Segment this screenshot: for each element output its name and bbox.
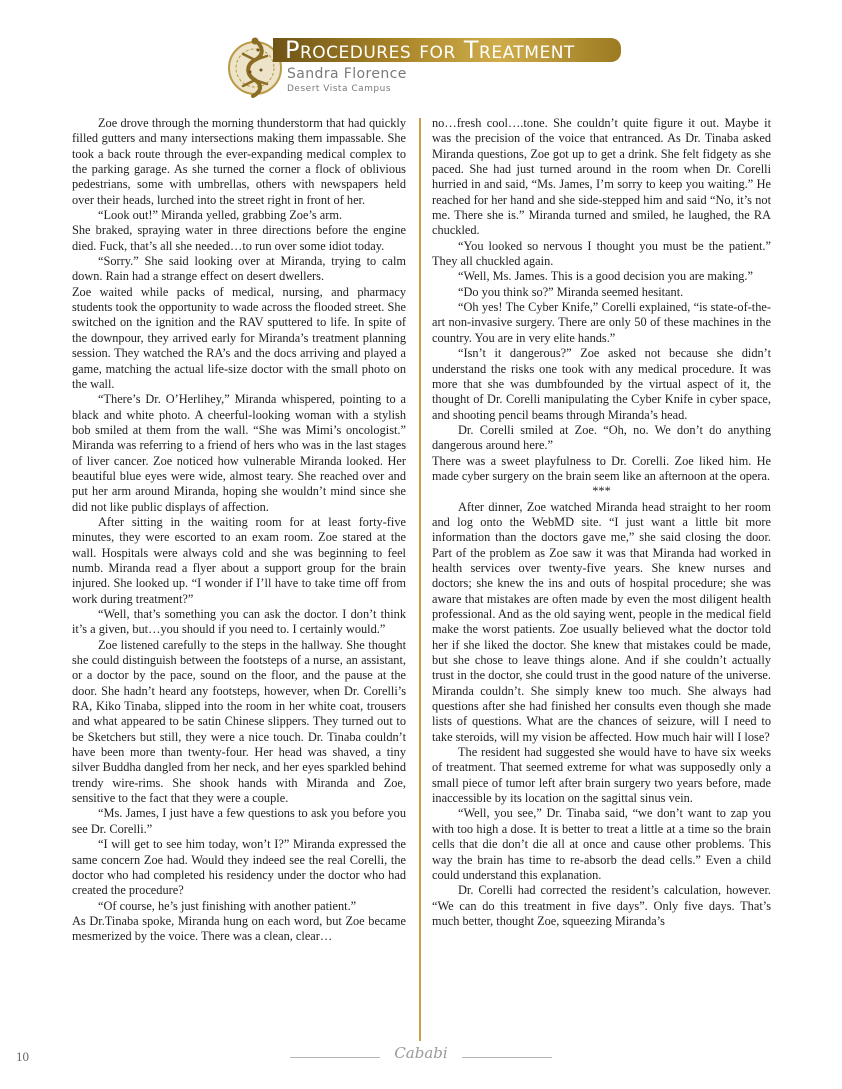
paragraph: As Dr.Tinaba spoke, Miranda hung on each word, but Zoe became mesmerized by the voice. There was a clean, clear… — [72, 913, 406, 944]
paragraph: “Oh yes! The Cyber Knife,” Corelli explained, “is state-of-the-art non-invasive surgery. There are only 50 of these machines in the country. You are in very elite hands.” — [432, 300, 771, 345]
paragraph: After sitting in the waiting room for at least forty-five minutes, they were escorted to an exam room. Zoe stared at the wall. Hospitals were always cold and she was beginning to feel numb. Miranda read a flyer about a support group for the brain injured. She looked up. “I wonder if I’ll have to take time off from work during treatment?” — [72, 514, 406, 606]
paragraph: *** — [592, 484, 611, 499]
paragraph: “Well, that’s something you can ask the doctor. I don’t think it’s a given, but…you should if you need to. I certainly would.” — [72, 607, 406, 637]
paragraph: “Look out!” Miranda yelled, grabbing Zoe’s arm. — [98, 208, 343, 223]
paragraph: “There’s Dr. O’Herlihey,” Miranda whispered, pointing to a black and white photo. A cheerful-looking woman with a stylish bob smiled at them from the wall. “She was Mimi’s oncologist.” Miranda was referring to a friend of hers who was in the last stages of liver cancer. Zoe noticed how vulnerable Miranda looked. Her beautiful blue eyes were wide, almost teary. She reached over and put her arm around Miranda, hoping she wouldn’t mind since she did not like public displays of affection. — [72, 392, 406, 514]
paragraph: Zoe waited while packs of medical, nursing, and pharmacy students took the opportunity to wade across the flooded street. She switched on the ignition and the RAV sputtered to life. In spite of the downpour, they arrived early for Miranda’s treatment planning session. They watched the RA’s and the docs arriving and played a game, matching the actual life-size doctor with the small photo on the wall. — [72, 284, 406, 391]
paragraph: Zoe listened carefully to the steps in the hallway. She thought she could distinguish between the footsteps of a nurse, an assistant, or a doctor by the pace, sound on the floor, and the pause at the door. She hadn’t heard any footsteps, however, when Dr. Corelli’s RA, Kiko Tinaba, slipped into the room in her white coat, trousers and what appeared to be satin Chinese slippers. They turned out to be Sketchers but still, they were a nice touch. Dr. Tinaba couldn’t have been more than twenty-four. Her head was shaved, a tiny silver Buddha dangled from her neck, and her eyes sparkled behind trendy wire-rims. She shook hands with Miranda and Zoe, sensitive to the fact that they were a couple. — [72, 637, 406, 806]
column-divider — [419, 118, 421, 1041]
campus-name: Desert Vista Campus — [287, 84, 392, 94]
paragraph: Zoe drove through the morning thunderstorm that had quickly filled gutters and many intersections making them impassable. She took a back route through the ever-expanding medical complex to the parking garage. As she turned the corner a flock of oblivious pedestrians, some with umbrellas, others with newspapers held over their heads, lurched into the street right in front of her. — [72, 116, 406, 207]
left-column — [72, 116, 406, 945]
footer-rule-right — [462, 1057, 552, 1058]
article-header — [225, 30, 625, 102]
article-title: Procedures for Treatment — [285, 36, 575, 64]
footer-rule-left — [290, 1057, 380, 1058]
paragraph: Dr. Corelli had corrected the resident’s calculation, however. “We can do this treatment in five days”. Only five days. That’s much better, thought Zoe, squeezing Miranda’s — [432, 883, 771, 928]
paragraph: “Well, you see,” Dr. Tinaba said, “we don’t want to zap you with too high a dose. It is better to treat a little at a time so the brain cells that die don’t die all at once and cause other problems. This way the brain has time to re-absorb the dead cells.” Even a child could understand this explanation. — [432, 806, 771, 882]
paragraph: There was a sweet playfulness to Dr. Corelli. Zoe liked him. He made cyber surgery on the brain seem like an afternoon at the opera. — [432, 453, 771, 483]
paragraph: “Well, Ms. James. This is a good decision you are making.” — [458, 269, 753, 284]
paragraph: She braked, spraying water in three directions before the engine died. Fuck, that’s all she needed…to run over some idiot today. — [72, 223, 406, 253]
page-number: 10 — [16, 1049, 29, 1064]
paragraph: “Sorry.” She said looking over at Miranda, trying to calm down. Rain had a strange effect on desert dwellers. — [72, 254, 406, 284]
paragraph: Dr. Corelli smiled at Zoe. “Oh, no. We don’t do anything dangerous around here.” — [432, 422, 771, 453]
paragraph: “Do you think so?” Miranda seemed hesitant. — [458, 284, 684, 299]
paragraph: “Of course, he’s just finishing with another patient.” — [98, 898, 357, 913]
right-column — [432, 116, 771, 929]
paragraph: After dinner, Zoe watched Miranda head straight to her room and log onto the WebMD site. “I just want a little bit more information than the doctors gave me,” she said closing the door. Part of the problem as Zoe saw it was that Miranda had worked in health services over twenty-five years. She knew nurses and doctors; she knew the ins and outs of hospital procedure; she was aware that mistakes are often made by even the most diligent health professional. And as the old saying went, people in the medical field make the worst patients. Zoe usually believed what the doctor told her if she liked the doctor. She knew that mistakes could be made, but she chose to leave things alone. And if she couldn’t actually trust in the doctor, she could trust in the good nature of the universe. Miranda couldn’t. She simply knew too much. She always had questions after she had finished her consults even though she made lists of questions. What are the chances of seizure, will I need to take steroids, will my vision be affected. How much hair will I lose? — [432, 499, 771, 744]
author-name: Sandra Florence — [287, 66, 407, 82]
paragraph: “I will get to see him today, won’t I?” Miranda expressed the same concern Zoe had. Would they indeed see the real Corelli, the doctor who had completed his residency under the doctor who had created the procedure? — [72, 837, 406, 898]
footer-brand: Cababi — [394, 1044, 448, 1062]
paragraph: The resident had suggested she would have to have six weeks of treatment. That seemed extreme for what was supposedly only a small piece of tumor left after brain surgery two years before, made inaccessible by its location on the sagittal sinus vein. — [432, 745, 771, 806]
paragraph: “You looked so nervous I thought you must be the patient.” They all chuckled again. — [432, 238, 771, 269]
paragraph: “Isn’t it dangerous?” Zoe asked not because she didn’t understand the risks one took with any medical procedure. It was more that she was dumbfounded by the virtual aspect of it, the thought of Dr. Corelli manipulating the Cyber Knife in cyber space, and shooting pencil beams through Miranda’s head. — [432, 346, 771, 422]
paragraph: “Ms. James, I just have a few questions to ask you before you see Dr. Corelli.” — [72, 806, 406, 836]
paragraph: no…fresh cool….tone. She couldn’t quite figure it out. Maybe it was the precision of the voice that entranced. As Dr. Tinaba asked Miranda questions, Zoe got up to get a drink. She felt fidgety as she paced. She had just turned around in the room when Dr. Corelli hurried in and said, “Ms. James, I’m sorry to keep you waiting.” He reached for her hand and she side-stepped him and said “No, it’s not me. There she is.” Miranda turned and smiled, he laughed, the RA chuckled. — [432, 116, 771, 238]
